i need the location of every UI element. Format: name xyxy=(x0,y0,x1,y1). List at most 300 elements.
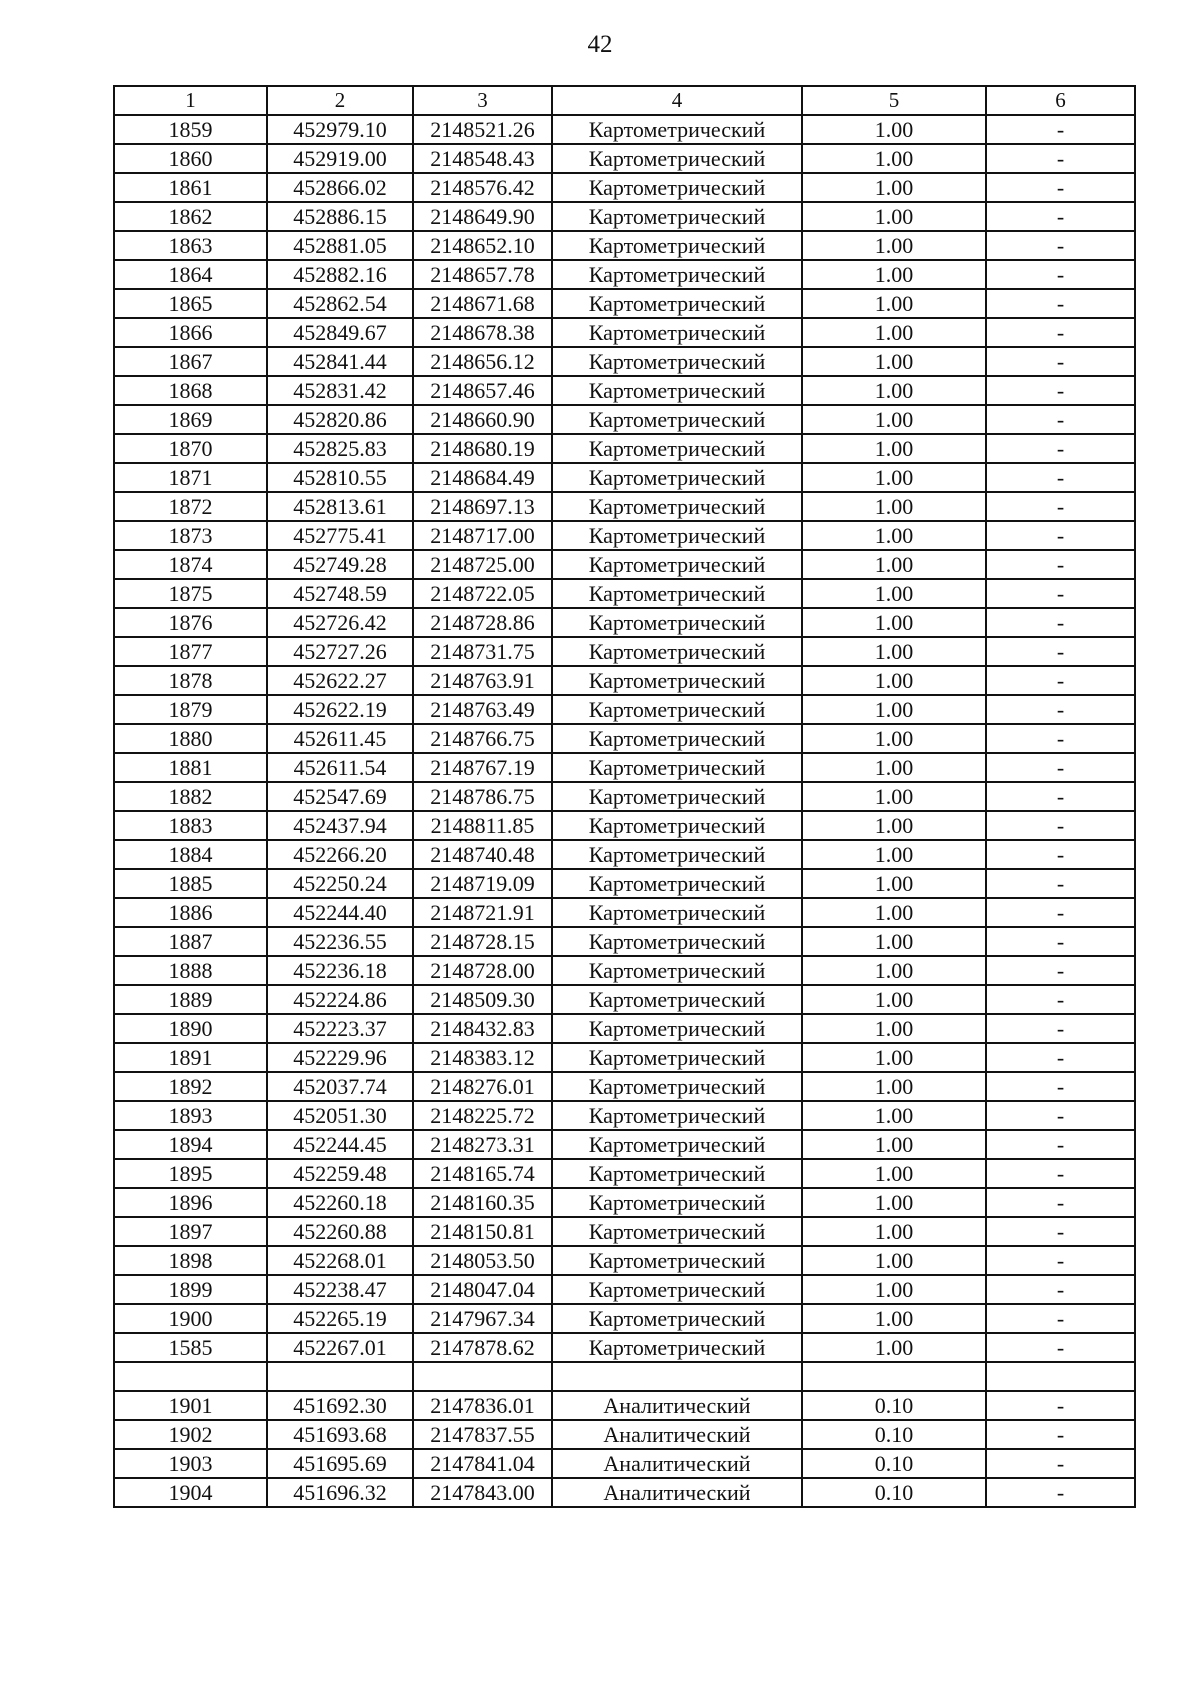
table-cell: 1.00 xyxy=(802,956,986,985)
table-cell: 1.00 xyxy=(802,202,986,231)
table-cell: - xyxy=(986,463,1135,492)
table-cell: 1.00 xyxy=(802,1217,986,1246)
table-cell: Картометрический xyxy=(552,753,802,782)
table-cell: 2148811.85 xyxy=(413,811,552,840)
table-row xyxy=(114,811,1135,840)
table-cell: - xyxy=(986,579,1135,608)
table-cell: - xyxy=(986,1420,1135,1449)
table-cell: - xyxy=(986,1101,1135,1130)
table-cell: 451693.68 xyxy=(267,1420,413,1449)
table-cell: 452881.05 xyxy=(267,231,413,260)
table-cell: Картометрический xyxy=(552,1159,802,1188)
table-row xyxy=(114,521,1135,550)
table-cell: 1898 xyxy=(114,1246,267,1275)
table-cell: 1875 xyxy=(114,579,267,608)
table-row xyxy=(114,173,1135,202)
table-row xyxy=(114,637,1135,666)
table-cell: Картометрический xyxy=(552,521,802,550)
table-cell: 452775.41 xyxy=(267,521,413,550)
table-cell: 2148680.19 xyxy=(413,434,552,463)
table-cell: 1904 xyxy=(114,1478,267,1507)
table-cell: 452748.59 xyxy=(267,579,413,608)
table-cell: Картометрический xyxy=(552,782,802,811)
table-cell: Аналитический xyxy=(552,1449,802,1478)
table-cell: 2148657.78 xyxy=(413,260,552,289)
table-row xyxy=(114,115,1135,144)
table-row xyxy=(114,347,1135,376)
table-cell: - xyxy=(986,173,1135,202)
table-cell: 452622.27 xyxy=(267,666,413,695)
table-cell: 2147843.00 xyxy=(413,1478,552,1507)
table-cell: 2148671.68 xyxy=(413,289,552,318)
table-cell: 2148432.83 xyxy=(413,1014,552,1043)
table-cell: 2148656.12 xyxy=(413,347,552,376)
table-row xyxy=(114,1159,1135,1188)
table-cell: 2148763.91 xyxy=(413,666,552,695)
table-cell: 1.00 xyxy=(802,666,986,695)
table-cell: 1.00 xyxy=(802,231,986,260)
table-row xyxy=(114,289,1135,318)
table-cell: 1.00 xyxy=(802,289,986,318)
table-cell: 1878 xyxy=(114,666,267,695)
table-cell: 452919.00 xyxy=(267,144,413,173)
table-cell: 452622.19 xyxy=(267,695,413,724)
table-cell: 2148767.19 xyxy=(413,753,552,782)
table-cell: - xyxy=(986,927,1135,956)
table-cell: 452260.88 xyxy=(267,1217,413,1246)
table-cell xyxy=(114,1362,267,1391)
table-cell: 452727.26 xyxy=(267,637,413,666)
table-cell: 1.00 xyxy=(802,1333,986,1362)
table-cell: - xyxy=(986,1391,1135,1420)
table-cell: - xyxy=(986,608,1135,637)
table-cell: 452244.40 xyxy=(267,898,413,927)
table-cell: 1.00 xyxy=(802,1014,986,1043)
table-cell xyxy=(413,1362,552,1391)
table-cell: 2148276.01 xyxy=(413,1072,552,1101)
table-cell: - xyxy=(986,840,1135,869)
table-header xyxy=(114,86,1135,115)
table-cell: 1.00 xyxy=(802,898,986,927)
table-cell: 452862.54 xyxy=(267,289,413,318)
table-cell: 1874 xyxy=(114,550,267,579)
table-cell: 451692.30 xyxy=(267,1391,413,1420)
table-cell: 1894 xyxy=(114,1130,267,1159)
table-cell: 1.00 xyxy=(802,550,986,579)
table-cell: 1891 xyxy=(114,1043,267,1072)
table-cell: 1872 xyxy=(114,492,267,521)
table-cell: 1868 xyxy=(114,376,267,405)
table-cell: 1902 xyxy=(114,1420,267,1449)
table-cell: - xyxy=(986,260,1135,289)
table-cell: - xyxy=(986,695,1135,724)
table-cell: 2148725.00 xyxy=(413,550,552,579)
table-cell: Картометрический xyxy=(552,840,802,869)
table-cell: 2148731.75 xyxy=(413,637,552,666)
table-cell: 1899 xyxy=(114,1275,267,1304)
table-cell: 1884 xyxy=(114,840,267,869)
table-cell: 1866 xyxy=(114,318,267,347)
header-cell: 4 xyxy=(552,86,802,115)
table-cell: 2148763.49 xyxy=(413,695,552,724)
table-row xyxy=(114,550,1135,579)
table-cell: 1862 xyxy=(114,202,267,231)
table-cell: 452266.20 xyxy=(267,840,413,869)
table-cell: - xyxy=(986,637,1135,666)
table-cell: 1887 xyxy=(114,927,267,956)
table-cell: 1.00 xyxy=(802,1246,986,1275)
table-cell: 2148657.46 xyxy=(413,376,552,405)
table-row xyxy=(114,985,1135,1014)
table-cell: Картометрический xyxy=(552,985,802,1014)
table-cell: - xyxy=(986,492,1135,521)
table-cell: 1885 xyxy=(114,869,267,898)
table-row xyxy=(114,1362,1135,1391)
table-row xyxy=(114,231,1135,260)
table-cell: - xyxy=(986,1304,1135,1333)
table-row xyxy=(114,579,1135,608)
table-cell: 2147878.62 xyxy=(413,1333,552,1362)
table-cell: - xyxy=(986,1246,1135,1275)
table-cell: 2148047.04 xyxy=(413,1275,552,1304)
table-cell: 1.00 xyxy=(802,637,986,666)
table-cell: Картометрический xyxy=(552,1304,802,1333)
table-cell: 1.00 xyxy=(802,840,986,869)
table-cell: 1.00 xyxy=(802,753,986,782)
table-cell: - xyxy=(986,1014,1135,1043)
table-cell: - xyxy=(986,318,1135,347)
table-cell: Картометрический xyxy=(552,869,802,898)
table-row xyxy=(114,318,1135,347)
table-cell: 2148652.10 xyxy=(413,231,552,260)
table-row xyxy=(114,144,1135,173)
table-cell: - xyxy=(986,550,1135,579)
table-cell: 2147837.55 xyxy=(413,1420,552,1449)
table-cell: Картометрический xyxy=(552,550,802,579)
table-cell: 452831.42 xyxy=(267,376,413,405)
table-cell: - xyxy=(986,1478,1135,1507)
table-cell: - xyxy=(986,1188,1135,1217)
table-cell: 2148728.86 xyxy=(413,608,552,637)
header-cell: 5 xyxy=(802,86,986,115)
table-row xyxy=(114,405,1135,434)
table-cell: 2148649.90 xyxy=(413,202,552,231)
table-cell: - xyxy=(986,1072,1135,1101)
table-row xyxy=(114,1246,1135,1275)
table-cell: 1.00 xyxy=(802,985,986,1014)
table-cell: 1859 xyxy=(114,115,267,144)
table-cell: 2148150.81 xyxy=(413,1217,552,1246)
table-cell: - xyxy=(986,956,1135,985)
table-cell: 2148728.00 xyxy=(413,956,552,985)
table-cell: - xyxy=(986,1217,1135,1246)
table-cell: 452268.01 xyxy=(267,1246,413,1275)
table-cell: 1.00 xyxy=(802,318,986,347)
table-row xyxy=(114,376,1135,405)
table-cell: 1.00 xyxy=(802,492,986,521)
table-cell: 2147836.01 xyxy=(413,1391,552,1420)
table-row xyxy=(114,753,1135,782)
table-cell: 1886 xyxy=(114,898,267,927)
table-row xyxy=(114,1101,1135,1130)
table-cell: 452726.42 xyxy=(267,608,413,637)
table-cell: 2148740.48 xyxy=(413,840,552,869)
table-cell: 1.00 xyxy=(802,1159,986,1188)
header-cell: 6 xyxy=(986,86,1135,115)
table-row xyxy=(114,260,1135,289)
table-cell: 452259.48 xyxy=(267,1159,413,1188)
table-cell: - xyxy=(986,347,1135,376)
table-cell: 2148160.35 xyxy=(413,1188,552,1217)
table-row xyxy=(114,608,1135,637)
header-row xyxy=(114,86,1135,115)
table-cell: - xyxy=(986,144,1135,173)
table-row xyxy=(114,956,1135,985)
table-cell: Картометрический xyxy=(552,724,802,753)
table-cell xyxy=(552,1362,802,1391)
table-cell: - xyxy=(986,521,1135,550)
table-cell: 0.10 xyxy=(802,1478,986,1507)
table-cell: 2148548.43 xyxy=(413,144,552,173)
table-cell: - xyxy=(986,1449,1135,1478)
table-cell: 1900 xyxy=(114,1304,267,1333)
table-cell: 1.00 xyxy=(802,347,986,376)
table-cell: Картометрический xyxy=(552,115,802,144)
table-row xyxy=(114,1391,1135,1420)
table-cell: 1877 xyxy=(114,637,267,666)
table-cell: 452267.01 xyxy=(267,1333,413,1362)
table-cell: - xyxy=(986,869,1135,898)
table-cell: 2148053.50 xyxy=(413,1246,552,1275)
table-cell: 452820.86 xyxy=(267,405,413,434)
table-cell: 1897 xyxy=(114,1217,267,1246)
table-cell: 1879 xyxy=(114,695,267,724)
table-cell: 2148728.15 xyxy=(413,927,552,956)
table-cell: 1888 xyxy=(114,956,267,985)
table-cell: 2148719.09 xyxy=(413,869,552,898)
table-row xyxy=(114,666,1135,695)
table-cell: 1871 xyxy=(114,463,267,492)
table-cell: 2148509.30 xyxy=(413,985,552,1014)
table-cell: 452810.55 xyxy=(267,463,413,492)
table-cell: 1.00 xyxy=(802,144,986,173)
table-row xyxy=(114,202,1135,231)
table-cell: 2148165.74 xyxy=(413,1159,552,1188)
table-cell: 452437.94 xyxy=(267,811,413,840)
table-cell: - xyxy=(986,666,1135,695)
table-cell: 452886.15 xyxy=(267,202,413,231)
table-row xyxy=(114,927,1135,956)
table-cell: 452979.10 xyxy=(267,115,413,144)
table-cell: 1.00 xyxy=(802,724,986,753)
table-row xyxy=(114,869,1135,898)
table-cell: 1.00 xyxy=(802,695,986,724)
table-cell: 452265.19 xyxy=(267,1304,413,1333)
table-cell: 2148678.38 xyxy=(413,318,552,347)
table-cell: Картометрический xyxy=(552,811,802,840)
table-cell: Картометрический xyxy=(552,318,802,347)
table-cell: Картометрический xyxy=(552,405,802,434)
table-cell: 2147967.34 xyxy=(413,1304,552,1333)
table-row xyxy=(114,724,1135,753)
table-row xyxy=(114,1072,1135,1101)
table-row xyxy=(114,898,1135,927)
table-row xyxy=(114,434,1135,463)
table-cell: 2148684.49 xyxy=(413,463,552,492)
table-cell: 452037.74 xyxy=(267,1072,413,1101)
table-cell: 2148225.72 xyxy=(413,1101,552,1130)
table-cell: 452825.83 xyxy=(267,434,413,463)
table-cell: 1889 xyxy=(114,985,267,1014)
table-cell: 1892 xyxy=(114,1072,267,1101)
table-cell: - xyxy=(986,1159,1135,1188)
table-cell: 2148660.90 xyxy=(413,405,552,434)
table-cell: 1.00 xyxy=(802,1130,986,1159)
table-cell: Картометрический xyxy=(552,492,802,521)
table-row xyxy=(114,1043,1135,1072)
table-cell: Картометрический xyxy=(552,1217,802,1246)
table-cell xyxy=(986,1362,1135,1391)
table-cell: Картометрический xyxy=(552,956,802,985)
table-cell: 1.00 xyxy=(802,434,986,463)
table-cell: 452849.67 xyxy=(267,318,413,347)
table-cell: 1.00 xyxy=(802,608,986,637)
table-cell: Картометрический xyxy=(552,202,802,231)
table-row xyxy=(114,1449,1135,1478)
table-cell: 1870 xyxy=(114,434,267,463)
table-cell: 452547.69 xyxy=(267,782,413,811)
header-cell: 1 xyxy=(114,86,267,115)
table-cell: 1.00 xyxy=(802,1043,986,1072)
table-cell: - xyxy=(986,985,1135,1014)
table-cell: 2148383.12 xyxy=(413,1043,552,1072)
table-cell: 452244.45 xyxy=(267,1130,413,1159)
table-cell: 452250.24 xyxy=(267,869,413,898)
table-cell: Картометрический xyxy=(552,376,802,405)
table-cell: - xyxy=(986,753,1135,782)
table-cell: Картометрический xyxy=(552,927,802,956)
table-cell: 452238.47 xyxy=(267,1275,413,1304)
table-cell: - xyxy=(986,202,1135,231)
table-row xyxy=(114,463,1135,492)
table-cell: 1869 xyxy=(114,405,267,434)
table-cell: 0.10 xyxy=(802,1391,986,1420)
header-cell: 2 xyxy=(267,86,413,115)
table-cell: 1864 xyxy=(114,260,267,289)
table-cell: Картометрический xyxy=(552,1275,802,1304)
table-cell xyxy=(802,1362,986,1391)
table-row xyxy=(114,1420,1135,1449)
table-cell: Аналитический xyxy=(552,1391,802,1420)
table-cell: Картометрический xyxy=(552,1043,802,1072)
table-cell: 2147841.04 xyxy=(413,1449,552,1478)
table-cell: 1890 xyxy=(114,1014,267,1043)
table-row xyxy=(114,695,1135,724)
table-cell: 451695.69 xyxy=(267,1449,413,1478)
table-cell: 1.00 xyxy=(802,1304,986,1333)
table-cell: Аналитический xyxy=(552,1420,802,1449)
table-cell: 1.00 xyxy=(802,1275,986,1304)
table-cell: 452749.28 xyxy=(267,550,413,579)
table-cell: 2148273.31 xyxy=(413,1130,552,1159)
table-cell: Картометрический xyxy=(552,608,802,637)
table-cell: Картометрический xyxy=(552,695,802,724)
table-cell: 452611.54 xyxy=(267,753,413,782)
page-number: 42 xyxy=(587,31,613,58)
table-cell: 1903 xyxy=(114,1449,267,1478)
table-cell: 1.00 xyxy=(802,463,986,492)
table-cell: Картометрический xyxy=(552,144,802,173)
table-cell: - xyxy=(986,1333,1135,1362)
table-cell: 1867 xyxy=(114,347,267,376)
table-cell: Картометрический xyxy=(552,347,802,376)
table-row xyxy=(114,1478,1135,1507)
table-cell: 1893 xyxy=(114,1101,267,1130)
table-cell: 452882.16 xyxy=(267,260,413,289)
table-cell: - xyxy=(986,289,1135,318)
header-cell: 3 xyxy=(413,86,552,115)
table-cell: 452223.37 xyxy=(267,1014,413,1043)
table-cell: 452611.45 xyxy=(267,724,413,753)
table-cell: 1873 xyxy=(114,521,267,550)
table-cell: - xyxy=(986,898,1135,927)
table-row xyxy=(114,1188,1135,1217)
table-cell: 1860 xyxy=(114,144,267,173)
table-cell: 1895 xyxy=(114,1159,267,1188)
table-cell: Картометрический xyxy=(552,434,802,463)
table-cell: - xyxy=(986,1275,1135,1304)
table-cell: 1.00 xyxy=(802,1188,986,1217)
table-cell: 1.00 xyxy=(802,927,986,956)
table-row xyxy=(114,782,1135,811)
table-cell: 2148722.05 xyxy=(413,579,552,608)
table-cell: Картометрический xyxy=(552,1101,802,1130)
table-cell: - xyxy=(986,724,1135,753)
table-cell: 1.00 xyxy=(802,376,986,405)
table-cell: Картометрический xyxy=(552,463,802,492)
table-cell: 451696.32 xyxy=(267,1478,413,1507)
table-body xyxy=(114,115,1135,1507)
table-cell: 1.00 xyxy=(802,173,986,202)
table-row xyxy=(114,1333,1135,1362)
table-cell: 1876 xyxy=(114,608,267,637)
table-cell: - xyxy=(986,231,1135,260)
table-cell: Картометрический xyxy=(552,898,802,927)
table-cell: 1863 xyxy=(114,231,267,260)
table-cell: 1881 xyxy=(114,753,267,782)
table-cell: 452813.61 xyxy=(267,492,413,521)
table-cell xyxy=(267,1362,413,1391)
table-row xyxy=(114,840,1135,869)
table-cell: Картометрический xyxy=(552,289,802,318)
table-row xyxy=(114,1014,1135,1043)
table-cell: 1865 xyxy=(114,289,267,318)
table-cell: - xyxy=(986,115,1135,144)
table-cell: 452866.02 xyxy=(267,173,413,202)
table-cell: - xyxy=(986,782,1135,811)
table-cell: Картометрический xyxy=(552,637,802,666)
table-cell: Картометрический xyxy=(552,173,802,202)
table-cell: Картометрический xyxy=(552,1072,802,1101)
table-cell: Картометрический xyxy=(552,1014,802,1043)
coordinates-table xyxy=(113,85,1136,1508)
table-cell: 1901 xyxy=(114,1391,267,1420)
table-cell: 452841.44 xyxy=(267,347,413,376)
table-cell: 1880 xyxy=(114,724,267,753)
table-cell: 1.00 xyxy=(802,1101,986,1130)
table-cell: Картометрический xyxy=(552,1333,802,1362)
table-cell: 2148786.75 xyxy=(413,782,552,811)
